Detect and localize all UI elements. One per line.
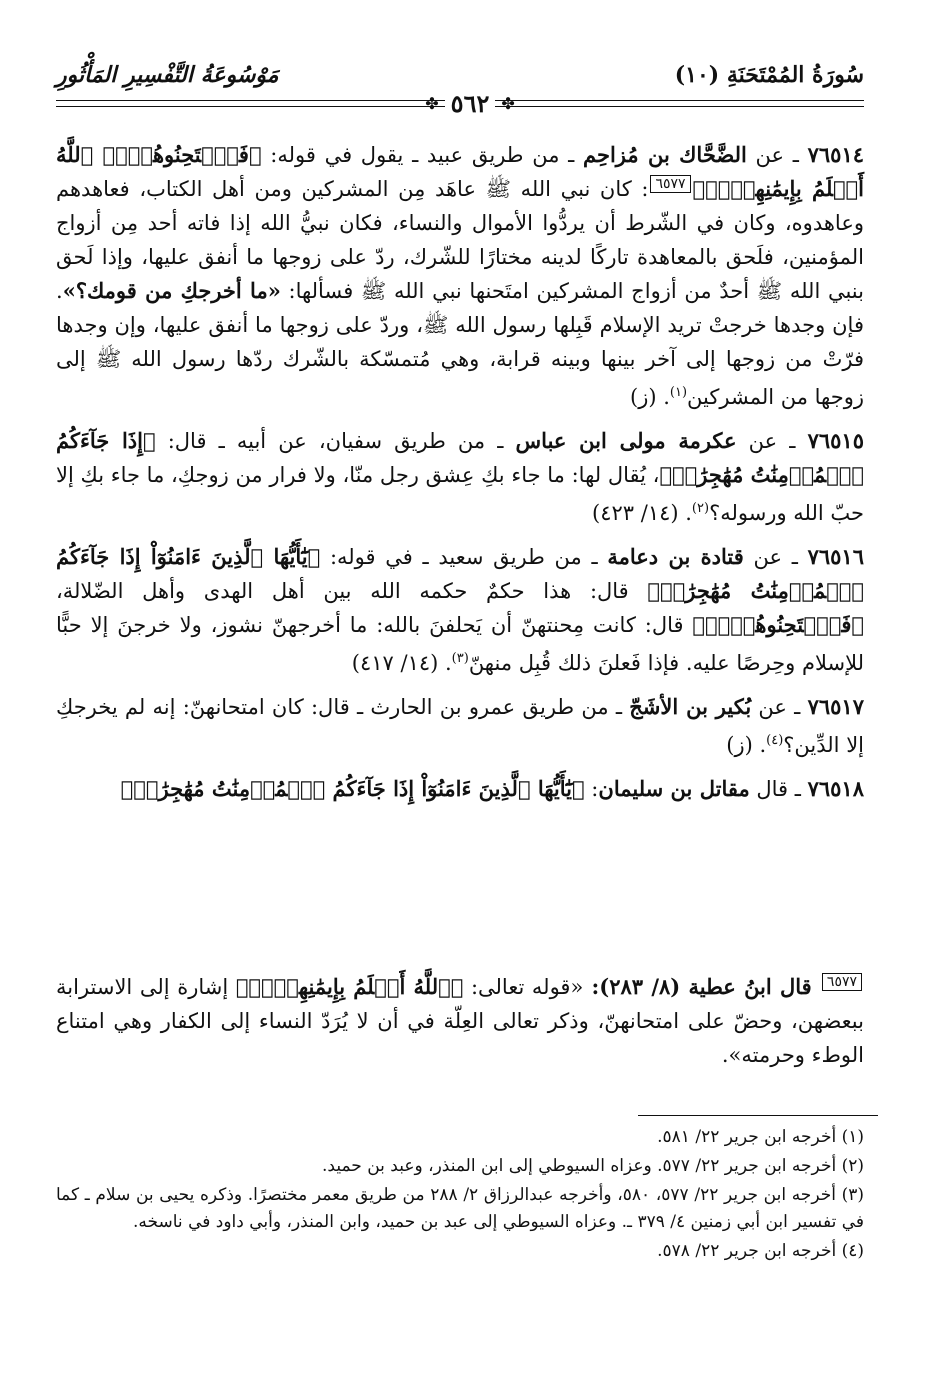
entry-text: ـ من طريق عبيد ـ يقول في قوله:	[261, 143, 583, 167]
entry-text: ـ من طريق سفيان، عن أبيه ـ قال:	[155, 429, 516, 453]
entry-76517	[56, 690, 864, 762]
quran-verse: ﴿إِذَا جَآءَكُمُ ٱلۡمُؤۡمِنَٰتُ مُهَٰجِرَٰتٖ﴾	[56, 428, 864, 487]
quran-verse: ﴿فَٱمۡتَحِنُوهُنَّۖ﴾	[692, 612, 864, 637]
entry-text: ـ من طريق عمرو بن الحارث ـ قال: كان امتحانهنّ: إنه لم يخرجكِ إلا الدِّين؟	[56, 695, 864, 757]
entry-number: ٧٦٥١٨	[807, 776, 864, 801]
entry-number: ٧٦٥١٧	[807, 694, 864, 719]
entry-number: ٧٦٥١٦	[807, 544, 864, 569]
entry-text: ، يُقال لها: ما جاء بكِ عِشق رجل منّا، ولا فرار من زوجكِ، ما جاء بكِ إلا حبّ الله ورسوله؟	[56, 463, 864, 525]
footnote-marker[interactable]: (٤)	[766, 733, 784, 748]
narrator-name: عكرمة مولى ابن عباس	[515, 428, 737, 453]
entry-text: :	[584, 777, 599, 801]
entry-text: ـ قال	[749, 777, 808, 801]
surah-title: سُورَةُ المُمْتَحَنَةِ (١٠)	[674, 62, 864, 88]
commentary-ref-box[interactable]: ٦٥٧٧	[650, 175, 690, 193]
entry-text: ـ عن	[736, 429, 808, 453]
entry-text: ـ عن	[746, 143, 808, 167]
volume-ref: . (ز)	[726, 733, 767, 757]
entry-number: ٧٦٥١٥	[807, 428, 864, 453]
entry-76514	[56, 138, 864, 414]
footnote-separator	[638, 1115, 878, 1116]
footnote-4: (٤) أخرجه ابن جرير ٢٢/ ٥٧٨.	[657, 1241, 864, 1261]
commentary-box-number: ٦٥٧٧	[822, 973, 862, 991]
entry-text: : كان نبي الله ﷺ عاهَد مِن المشركين ومن أهل الكتاب، فعاهدهم وعاهدوه، وكان في الشّرط أن يردُّوا الأموال والنساء، فكان نبيُّ الله إذا فاته أحد مِن أزواج المؤمنين، فلَحق بالمعاهدة تاركًا لدينه مختارًا للشّرك، ردّ على زوجها ما أنفق عليها، وإذا لَحق بنبي الله ﷺ أحدٌ من أزواج المشركين امتَحنها نبي الله ﷺ فسألها:	[56, 177, 864, 303]
entry-76516	[56, 540, 864, 680]
narrator-name: الضَّحَّاك بن مُزاحِم	[583, 142, 747, 167]
footnote-1: (١) أخرجه ابن جرير ٢٢/ ٥٨١.	[657, 1127, 864, 1147]
footnote-marker[interactable]: (٢)	[691, 501, 710, 516]
entry-text: ـ عن	[743, 545, 808, 569]
page-number: ٥٦٢	[445, 89, 496, 118]
footnote-2: (٢) أخرجه ابن جرير ٢٢/ ٥٧٧. وعزاه السيوطي إلى ابن المنذر، وعبد بن حميد.	[322, 1156, 864, 1176]
volume-ref: . (١٤/ ٤٢٣)	[592, 501, 692, 525]
bold-quote: «ما أخرجكِ من قومك؟»	[62, 278, 281, 303]
entry-text: قال: كانت مِحنتهنّ أن يَحلفنَ بالله: ما أخرجهنّ نشوز، ولا خرجنَ إلا حبًّا للإسلام وحِرصًا عليه. فإذا فَعلنَ ذلك قُبِل منهنّ	[56, 613, 864, 675]
page-number-block	[370, 86, 570, 120]
ornament-icon: ✤	[425, 93, 439, 113]
narrator-name: مقاتل بن سليمان	[598, 776, 750, 801]
volume-ref: . (١٤/ ٤١٧)	[351, 651, 452, 675]
ornament-icon: ✤	[501, 93, 515, 113]
narrator-name: قتادة بن دعامة	[607, 544, 744, 569]
entry-text: . فإن وجدها خرجتْ تريد الإسلام قَبِلها رسول الله ﷺ، وردّ على زوجها ما أنفق عليها، وإن وجدها فرّتْ من زوجها إلى آخر بينها وبينه قرابة، وهي مُتمسّكة بالشّرك ردّها رسول الله ﷺ إلى زوجها من المشركين	[56, 279, 864, 409]
entry-text: ـ من طريق سعيد ـ في قوله:	[320, 545, 608, 569]
footnotes	[56, 1124, 864, 1267]
main-text	[56, 138, 864, 806]
quran-verse: ﴿يَٰٓأَيُّهَا ٱلَّذِينَ ءَامَنُوٓاْ إِذَا جَآءَكُمُ ٱلۡمُؤۡمِنَٰتُ مُهَٰجِرَٰتٖ﴾	[56, 544, 864, 603]
entry-76515	[56, 424, 864, 530]
footnote-marker[interactable]: (٣)	[451, 651, 469, 666]
entry-number: ٧٦٥١٤	[807, 142, 865, 167]
entry-76518	[56, 772, 864, 806]
commentary-paragraph	[56, 970, 864, 1072]
entry-text: قال: هذا حكمٌ حكمه الله بين أهل الهدى وأهل الضّلالة،	[56, 579, 648, 603]
commentary-text: «قوله تعالى:	[463, 975, 584, 999]
quran-verse: ﴿ٱللَّهُ أَعۡلَمُ بِإِيمَٰنِهِنَّۖ﴾	[235, 974, 464, 999]
commentary-block	[56, 970, 864, 1072]
quran-verse: ﴿يَٰٓأَيُّهَا ٱلَّذِينَ ءَامَنُوٓاْ إِذَا جَآءَكُمُ ٱلۡمُؤۡمِنَٰتُ مُهَٰجِرَٰتٖ﴾	[120, 776, 585, 801]
series-title: مَوْسُوعَةُ التَّفْسِيرِ المَأْثُورِ	[56, 62, 279, 88]
quran-verse: ﴿فَٱمۡتَحِنُوهُنَّۖ ٱللَّهُ أَعۡلَمُ بِإِيمَٰنِهِنَّۖ﴾	[56, 142, 864, 201]
volume-ref: . (ز)	[630, 385, 670, 409]
entry-text: ـ عن	[751, 695, 808, 719]
narrator-name: بُكير بن الأشَجّ	[629, 694, 752, 719]
footnote-3: (٣) أخرجه ابن جرير ٢٢/ ٥٧٧، ٥٨٠، وأخرجه عبدالرزاق ٢/ ٢٨٨ من طريق معمر مختصرًا. وذكره يحيى بن سلام ـ كما في تفسير ابن أبي زمنين ٤/ ٣٧٩ ـ. وعزاه السيوطي إلى عبد بن حميد، وابن المنذر، وأبي داود في ناسخه.	[56, 1185, 864, 1232]
commentary-lead: قال ابنُ عطية (٨/ ٢٨٣):	[583, 974, 820, 999]
footnote-marker[interactable]: (١)	[669, 385, 688, 400]
commentary-text: إشارة إلى الاسترابة ببعضهن، وحضّ على امتحانهنّ، وذكر تعالى العِلّة في أن لا يُرَدّ النساء إلى الكفار وهي امتناع الوطء وحرمته».	[56, 975, 864, 1067]
